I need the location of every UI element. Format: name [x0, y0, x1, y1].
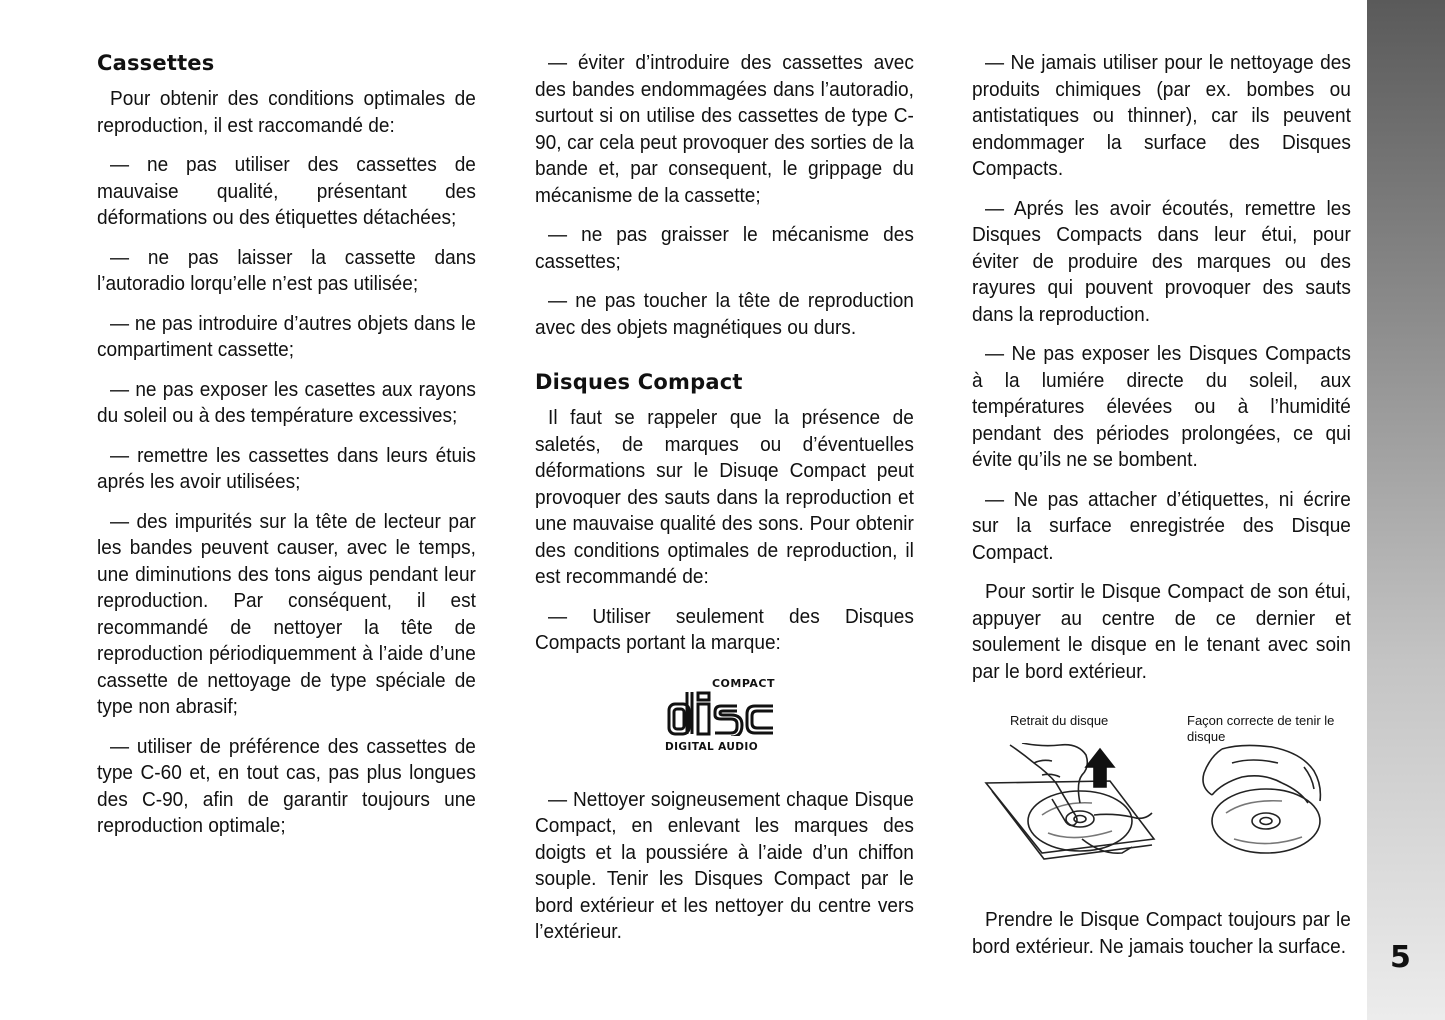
caption-retrait-du-disque: Retrait du disque: [1010, 713, 1109, 728]
paragraph: — ne pas laisser la cassette dans l’autoradio lorqu’elle n’est pas utilisée;: [97, 245, 476, 296]
paragraph: — Utiliser seulement des Disques Compacts portant la marque:: [535, 604, 914, 655]
paragraph: — des impurités sur la tête de lecteur par les bandes peuvent causer, avec le temps, une diminutions des tons aigus pendant leur reproduction. Par conséquent, il est recommandé de nettoyer la tête de reproduction périodiquemment à l’aide d’une cassette de nettoyage de type spéciale de type non abrasif;: [97, 509, 476, 719]
paragraph: Pour obtenir des conditions optimales de reproduction, il est raccomandé de:: [97, 87, 476, 137]
paragraph: Prendre le Disque Compact toujours par le bord extérieur. Ne jamais toucher la surface.: [972, 908, 1351, 958]
paragraph: Pour sortir le Disque Compact de son étui, appuyer au centre de ce dernier et soulement le disque en le tenant avec soin par le bord extérieur.: [972, 580, 1351, 683]
paragraph: — ne pas toucher la tête de reproduction avec des objets magnétiques ou durs.: [535, 289, 914, 339]
column-disques-compact: [535, 50, 914, 959]
logo-compact-text: COMPACT: [711, 676, 775, 690]
cd-removal-drawing-icon: [982, 743, 1162, 873]
paragraph: — Ne pas exposer les Disques Compacts à la lumiére directe du soleil, aux températures élevées ou à l’humidité pendant des périodes prolongées, ce qui évite qu’ils ne se bombent.: [972, 342, 1351, 471]
paragraph: — Aprés les avoir écoutés, remettre les Disques Compacts dans leur étui, pour éviter de produire des marques ou des rayures qui pouvent provoquer des sauts dans la reproduction.: [972, 196, 1351, 326]
paragraph: — remettre les cassettes dans leurs étuis aprés les avoir utilisées;: [97, 443, 476, 494]
page-number: 5: [1390, 940, 1411, 975]
paragraph: — ne pas exposer les casettes aux rayons du soleil ou à des température excessives;: [97, 377, 476, 428]
paragraph: — ne pas graisser le mécanisme des cassettes;: [535, 223, 914, 273]
caption-facon-correcte: Façon correcte de tenir le disque: [1187, 713, 1335, 744]
heading-disques-compact: Disques Compact: [535, 370, 743, 394]
paragraph: — ne pas introduire d’autres objets dans le compartiment cassette;: [97, 311, 476, 362]
paragraph: Il faut se rappeler que la présence de saletés, de marques ou d’éventuelles déformations sur le Disuqe Compact peut provoquer des sauts dans la reproduction et une mauvaise qualité des sons. Pour obtenir des conditions optimales de reproduction, il est recommandé de:: [535, 406, 914, 589]
logo-digital-audio-text: DIGITAL AUDIO: [665, 740, 759, 753]
heading-cassettes: Cassettes: [97, 51, 215, 75]
compact-disc-logo: [665, 677, 777, 753]
page-edge-gradient-bar: [1367, 0, 1445, 1020]
paragraph: — Ne pas attacher d’étiquettes, ni écrire sur la surface enregistrée des Disque Compact.: [972, 487, 1351, 564]
column-cd-care: [972, 50, 1351, 973]
column-cassettes: [97, 50, 476, 853]
cd-holding-drawing-icon: [1182, 743, 1342, 873]
paragraph: — utiliser de préférence des cassettes de type C-60 et, en tout cas, pas plus longues des C-90, afin de garantir toujours une reproduction optimale;: [97, 734, 476, 838]
paragraph: — éviter d’introduire des cassettes avec des bandes endommagées dans l’autoradio, surtout si on utilise des cassettes de type C-90, car cela peut provoquer des sorties de la bande et, par consequent, le grippage du mécanisme de la cassette;: [535, 51, 914, 207]
paragraph: — Ne jamais utiliser pour le nettoyage des produits chimiques (par ex. bombes ou antistatiques ou thinner), car ils peuvent endommager la surface des Disques Compacts.: [972, 51, 1351, 180]
paragraph: — Nettoyer soigneusement chaque Disque Compact, en enlevant les marques des doigts et la poussiére à l’aide d’un chiffon souple. Tenir les Disques Compact par le bord extérieur et les nettoyer du centre vers l’extérieur.: [535, 787, 914, 944]
paragraph: — ne pas utiliser des cassettes de mauvaise qualité, présentant des déformations ou des étiquettes détachées;: [97, 153, 476, 230]
disc-wordmark-icon: [665, 690, 777, 736]
cd-handling-illustration: [972, 713, 1351, 893]
